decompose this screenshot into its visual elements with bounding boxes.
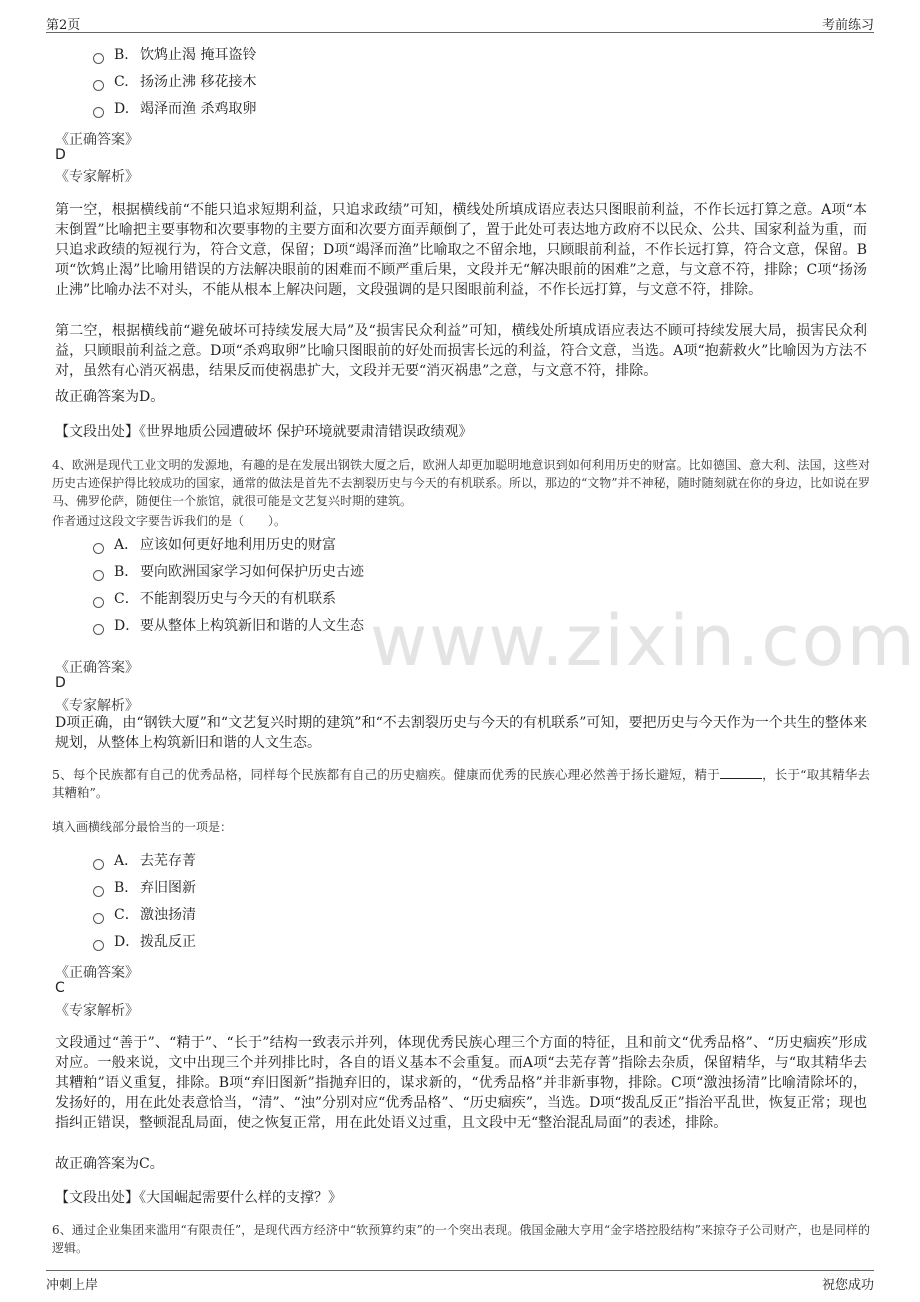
page-number: 第2页	[46, 18, 81, 33]
radio-icon[interactable]	[93, 53, 104, 64]
radio-icon[interactable]	[93, 597, 104, 608]
q5-question: 填入画横线部分最恰当的一项是：	[52, 820, 233, 834]
radio-icon[interactable]	[93, 913, 104, 924]
q3-option-c[interactable]: C. 扬汤止沸 移花接木	[93, 72, 256, 92]
q4-option-c[interactable]: C．不能割裂历史与今天的有机联系	[93, 589, 336, 609]
q3-conclusion: 故正确答案为D。	[55, 389, 165, 405]
q3-option-d[interactable]: D. 竭泽而渔 杀鸡取卵	[93, 99, 256, 119]
q5-option-d[interactable]: D．拨乱反正	[93, 932, 196, 952]
q3-analysis-label: 《专家解析》	[55, 169, 139, 185]
radio-icon[interactable]	[93, 886, 104, 897]
q5-stem: 5、每个民族都有自己的优秀品格，同样每个民族都有自己的历史痼疾。健康而优秀的民族心理必然善于扬长避短，精于 ，长于“取其精华去其糟粕”。	[52, 767, 870, 800]
header-title: 考前练习	[821, 18, 874, 33]
radio-icon[interactable]	[93, 80, 104, 91]
q5-option-c[interactable]: C．激浊扬清	[93, 905, 196, 925]
q3-source: 【文段出处】《世界地质公园遭破坏 保护环境就要肃清错误政绩观》	[55, 424, 473, 440]
radio-icon[interactable]	[93, 543, 104, 554]
q3-answer-label: 《正确答案》	[55, 132, 139, 148]
q5-analysis: 文段通过“善于”、“精于”、“长于”结构一致表示并列，体现优秀民族心理三个方面的特征，且和前文“优秀品格”、“历史痼疾”形成对应。一般来说，文中出现三个并列排比时，各自的语义基本不会重复。而A项“去芜存菁”指除去杂质，保留精华，与“取其精华去其糟粕”语义重复，排除。B项“弃旧图新”指抛弃旧的，谋求新的，“优秀品格”并非新事物，排除。C项“激浊扬清”比喻清除坏的，发扬好的，用在此处表意恰当，“清”、“浊”分别对应“优秀品格”、“历史痼疾”，当选。D项“拨乱反正”指治平乱世，恢复正常；现也指纠正错误，整顿混乱局面，使之恢复正常，用在此处语义过重，且文段中无“整治混乱局面”的表述，排除。	[55, 1035, 867, 1131]
q4-option-b[interactable]: B． 要向欧洲国家学习如何保护历史古迹	[93, 562, 364, 582]
q5-analysis-label: 《专家解析》	[55, 1003, 139, 1019]
q4-answer-label: 《正确答案》	[55, 660, 139, 676]
footer-right: 祝您成功	[821, 1278, 874, 1293]
q4-option-d[interactable]: D．要从整体上构筑新旧和谐的人文生态	[93, 616, 364, 636]
page-footer	[46, 1270, 874, 1295]
q4-answer: D	[55, 675, 66, 691]
radio-icon[interactable]	[93, 940, 104, 951]
q3-answer: D	[55, 147, 66, 163]
q3-option-b[interactable]: B. 饮鸩止渴 掩耳盗铃	[93, 45, 256, 65]
q5-option-a[interactable]: A． 去芜存菁	[93, 851, 196, 871]
radio-icon[interactable]	[93, 107, 104, 118]
page-header	[46, 10, 874, 33]
fill-blank	[720, 766, 762, 779]
q3-analysis-paragraph-1: 第一空，根据横线前“不能只追求短期利益，只追求政绩”可知，横线处所填成语应表达只图眼前利益，不作长远打算之意。A项“本末倒置”比喻把主要事物和次要事物的主要方面和次要方面弄颠倒了，置于此处可表达地方政府不以民众、公共、国家利益为重，而只追求政绩的短视行为，符合文意，保留；D项“竭泽而渔”比喻取之不留余地，只顾眼前利益，不作长远打算，符合文意，保留。B项“饮鸩止渴”比喻用错误的方法解决眼前的困难而不顾严重后果，文段并无“解决眼前的困难”之意，与文意不符，排除；C项“扬汤止沸”比喻办法不对头，不能从根本上解决问题，文段强调的是只图眼前利益，不作长远打算，与文意不符，排除。	[55, 202, 867, 298]
q5-conclusion: 故正确答案为C。	[55, 1156, 164, 1172]
radio-icon[interactable]	[93, 624, 104, 635]
q6-stem: 6、通过企业集团来滥用“有限责任”，是现代西方经济中“软预算约束”的一个突出表现。俄国金融大亨用“金字塔控股结构”来掠夺子公司财产，也是同样的逻辑。	[52, 1223, 870, 1255]
q3-analysis-paragraph-2: 第二空，根据横线前“避免破坏可持续发展大局”及“损害民众利益”可知，横线处所填成语应表达不顾可持续发展大局，损害民众利益，只顾眼前利益之意。D项“杀鸡取卵”比喻只图眼前的好处而损害长远的利益，符合文意，当选。A项“抱薪救火”比喻因为方法不对，虽然有心消灭祸患，结果反而使祸患扩大，文段并无要“消灭祸患”之意，与文意不符，排除。	[55, 323, 867, 379]
q5-source: 【文段出处】《大国崛起需要什么样的支撑？》	[55, 1190, 342, 1206]
radio-icon[interactable]	[93, 859, 104, 870]
q5-option-b[interactable]: B． 弃旧图新	[93, 878, 196, 898]
q4-option-a[interactable]: A． 应该如何更好地利用历史的财富	[93, 535, 336, 555]
q4-stem: 4、欧洲是现代工业文明的发源地，有趣的是在发展出钢铁大厦之后，欧洲人却更加聪明地意识到如何利用历史的财富。比如德国、意大利、法国，这些对历史古迹保护得比较成功的国家，通常的做法是首先不去割裂历史与今天的有机联系。所以，那边的“文物”并不神秘，随时随刻就在你的身边，比如说在罗马、佛罗伦萨，随便住一个旅馆，就很可能是文艺复兴时期的建筑。	[52, 458, 870, 508]
watermark: www.zixin.com	[370, 600, 917, 682]
radio-icon[interactable]	[93, 570, 104, 581]
q4-analysis-label: 《专家解析》	[55, 698, 139, 714]
q4-analysis: D项正确，由“钢铁大厦”和“文艺复兴时期的建筑”和“不去割裂历史与今天的有机联系”可知，要把历史与今天作为一个共生的整体来规划，从整体上构筑新旧和谐的人文生态。	[55, 715, 867, 751]
q5-answer: C	[55, 980, 65, 996]
q5-answer-label: 《正确答案》	[55, 965, 139, 981]
footer-left: 冲刺上岸	[46, 1278, 99, 1293]
q4-question: 作者通过这段文字要告诉我们的是（ ）。	[52, 514, 287, 528]
